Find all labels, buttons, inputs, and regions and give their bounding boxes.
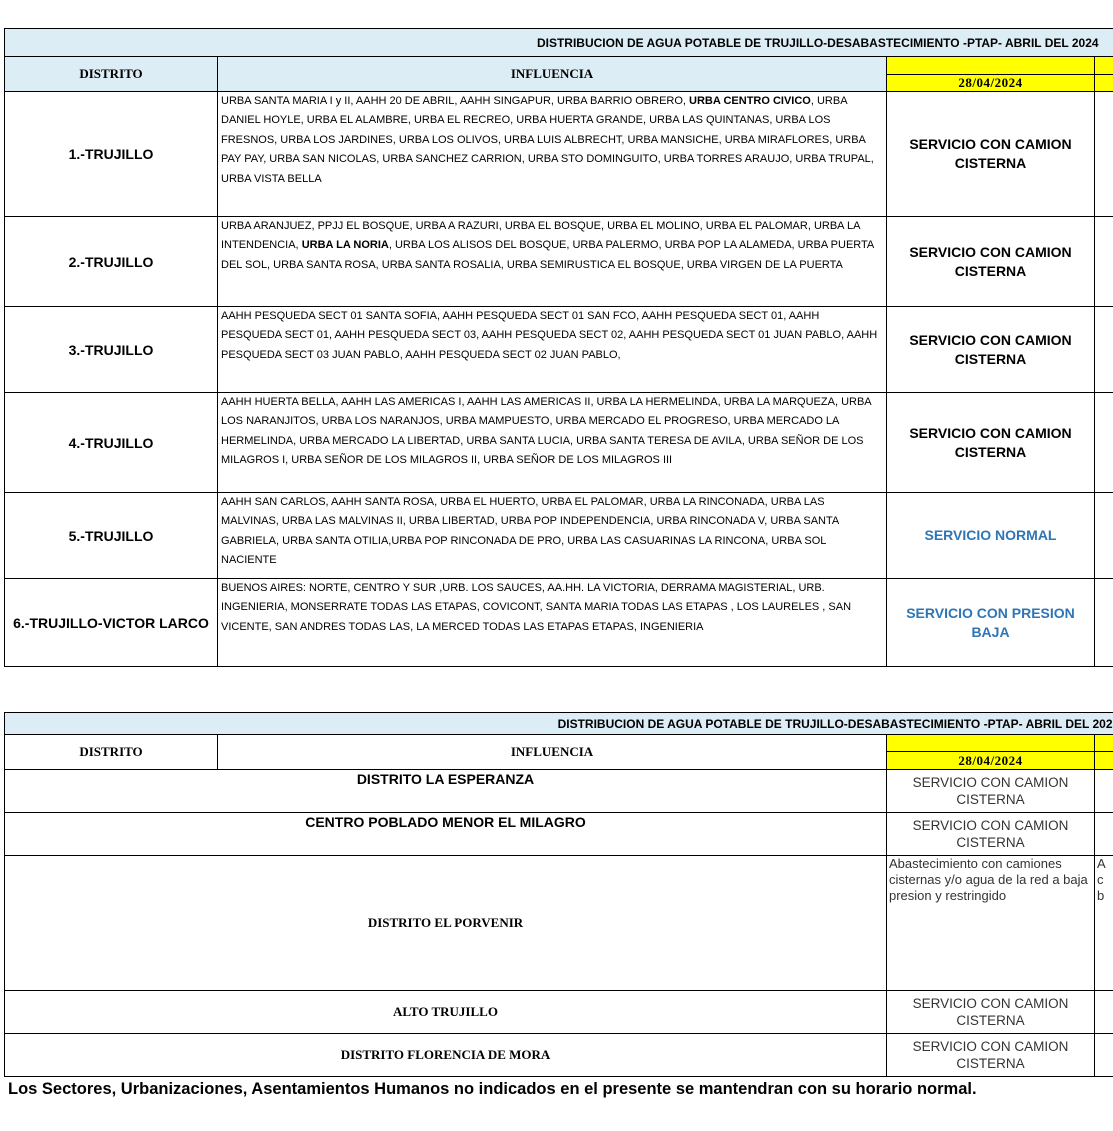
table-row: [5, 813, 1113, 856]
date-header-next: [1095, 75, 1113, 92]
servicio-cell: SERVICIO CON CAMION CISTERNA: [887, 92, 1095, 217]
table-distribucion-1: [4, 28, 1113, 667]
col-header-influencia: INFLUENCIA: [218, 735, 887, 770]
table-row: [5, 1034, 1113, 1077]
distrito-cell: 3.-TRUJILLO: [5, 307, 218, 393]
servicio-cell: SERVICIO CON CAMION CISTERNA: [887, 770, 1095, 813]
distrito-name: DISTRITO FLORENCIA DE MORA: [5, 1034, 887, 1077]
distrito-cell: 4.-TRUJILLO: [5, 393, 218, 493]
distrito-name: DISTRITO LA ESPERANZA: [5, 770, 887, 813]
table-title: DISTRIBUCION DE AGUA POTABLE DE TRUJILLO-DESABASTECIMIENTO -PTAP- ABRIL DEL 2024: [5, 29, 1113, 57]
date-header-band-next: [1095, 57, 1113, 75]
table-row: [5, 307, 1113, 393]
footer-note: Los Sectores, Urbanizaciones, Asentamientos Humanos no indicados en el presente se mantendran con su horario normal.: [8, 1080, 977, 1098]
col-header-distrito: DISTRITO: [5, 735, 218, 770]
servicio-cell: SERVICIO CON CAMION CISTERNA: [887, 393, 1095, 493]
table-row: [5, 856, 1113, 991]
distrito-cell: 1.-TRUJILLO: [5, 92, 218, 217]
distrito-cell: 6.-TRUJILLO-VICTOR LARCO: [5, 579, 218, 667]
influencia-cell: AAHH PESQUEDA SECT 01 SANTA SOFIA, AAHH PESQUEDA SECT 01 SAN FCO, AAHH PESQUEDA SECT 01, AAHH PESQUEDA SECT 01, AAHH PESQUEDA SECT 03, AAHH PESQUEDA SECT 02, AAHH PESQUEDA SECT 01 JUAN PABLO, AAHH PESQUEDA SECT 03 JUAN PABLO, AAHH PESQUEDA SECT 02 JUAN PABLO,: [218, 307, 887, 393]
table-distribucion-2: [4, 712, 1113, 1077]
servicio-cell: SERVICIO CON PRESION BAJA: [887, 579, 1095, 667]
servicio-cell: SERVICIO CON CAMION CISTERNA: [887, 1034, 1095, 1077]
table-row: [5, 92, 1113, 217]
servicio-cell: SERVICIO CON CAMION CISTERNA: [887, 991, 1095, 1034]
servicio-cell: SERVICIO CON CAMION CISTERNA: [887, 813, 1095, 856]
date-header: 28/04/2024: [887, 75, 1095, 92]
servicio-cell: Abastecimiento con camiones cisternas y/o agua de la red a baja presion y restringido: [887, 856, 1095, 991]
date-header-band: [887, 57, 1095, 75]
distrito-name: CENTRO POBLADO MENOR EL MILAGRO: [5, 813, 887, 856]
col-header-influencia: INFLUENCIA: [218, 57, 887, 92]
influencia-cell: BUENOS AIRES: NORTE, CENTRO Y SUR ,URB. LOS SAUCES, AA.HH. LA VICTORIA, DERRAMA MAGISTERIAL, URB. INGENIERIA, MONSERRATE TODAS LAS ETAPAS, COVICONT, SANTA MARIA TODAS LAS ETAPAS , LOS LAURELES , SAN VICENTE, SAN ANDRES TODAS LAS, LA MERCED TODAS LAS ETAPAS ETAPAS, INGENIERIA: [218, 579, 887, 667]
col-header-distrito: DISTRITO: [5, 57, 218, 92]
distrito-cell: 2.-TRUJILLO: [5, 217, 218, 307]
distrito-name: ALTO TRUJILLO: [5, 991, 887, 1034]
date-header: 28/04/2024: [887, 752, 1095, 770]
distrito-name: DISTRITO EL PORVENIR: [5, 856, 887, 991]
table-row: [5, 579, 1113, 667]
influencia-cell: AAHH SAN CARLOS, AAHH SANTA ROSA, URBA EL HUERTO, URBA EL PALOMAR, URBA LA RINCONADA, URBA LAS MALVINAS, URBA LAS MALVINAS II, URBA LIBERTAD, URBA POP INDEPENDENCIA, URBA RINCONADA V, URBA SANTA GABRIELA, URBA SANTA OTILIA,URBA POP RINCONADA DE PRO, URBA LAS CASUARINAS LA RINCONA, URBA SOL NACIENTE: [218, 493, 887, 579]
table-row: [5, 393, 1113, 493]
table-row: [5, 991, 1113, 1034]
table-row: [5, 493, 1113, 579]
distrito-cell: 5.-TRUJILLO: [5, 493, 218, 579]
servicio-cell: SERVICIO CON CAMION CISTERNA: [887, 307, 1095, 393]
table-row: [5, 217, 1113, 307]
servicio-cell: SERVICIO CON CAMION CISTERNA: [887, 217, 1095, 307]
table-title: DISTRIBUCION DE AGUA POTABLE DE TRUJILLO-DESABASTECIMIENTO -PTAP- ABRIL DEL 202: [5, 713, 1113, 735]
date-header-band: [887, 735, 1095, 752]
influencia-cell: URBA ARANJUEZ, PPJJ EL BOSQUE, URBA A RAZURI, URBA EL BOSQUE, URBA EL MOLINO, URBA EL PALOMAR, URBA LA INTENDENCIA, URBA LA NORIA, URBA LOS ALISOS DEL BOSQUE, URBA PALERMO, URBA POP LA ALAMEDA, URBA PUERTA DEL SOL, URBA SANTA ROSA, URBA SANTA ROSALIA, URBA SEMIRUSTICA EL BOSQUE, URBA VIRGEN DE LA PUERTA: [218, 217, 887, 307]
servicio-cell-next: A c b: [1095, 856, 1113, 991]
influencia-cell: AAHH HUERTA BELLA, AAHH LAS AMERICAS I, AAHH LAS AMERICAS II, URBA LA HERMELINDA, URBA LA MARQUEZA, URBA LOS NARANJITOS, URBA LOS NARANJOS, URBA MAMPUESTO, URBA MERCADO EL PROGRESO, URBA MERCADO LA HERMELINDA, URBA MERCADO LA LIBERTAD, URBA SANTA LUCIA, URBA SANTA TERESA DE AVILA, URBA SEÑOR DE LOS MILAGROS I, URBA SEÑOR DE LOS MILAGROS II, URBA SEÑOR DE LOS MILAGROS III: [218, 393, 887, 493]
influencia-cell: URBA SANTA MARIA I y II, AAHH 20 DE ABRIL, AAHH SINGAPUR, URBA BARRIO OBRERO, URBA CENTRO CIVICO, URBA DANIEL HOYLE, URBA EL ALAMBRE, URBA EL RECREO, URBA HUERTA GRANDE, URBA LAS QUINTANAS, URBA LOS FRESNOS, URBA LOS JARDINES, URBA LOS OLIVOS, URBA LUIS ALBRECHT, URBA MANSICHE, URBA MIRAFLORES, URBA PAY PAY, URBA SAN NICOLAS, URBA SANCHEZ CARRION, URBA STO DOMINGUITO, URBA TORRES ARAUJO, URBA TRUPAL, URBA VISTA BELLA: [218, 92, 887, 217]
table-row: [5, 770, 1113, 813]
servicio-cell: SERVICIO NORMAL: [887, 493, 1095, 579]
